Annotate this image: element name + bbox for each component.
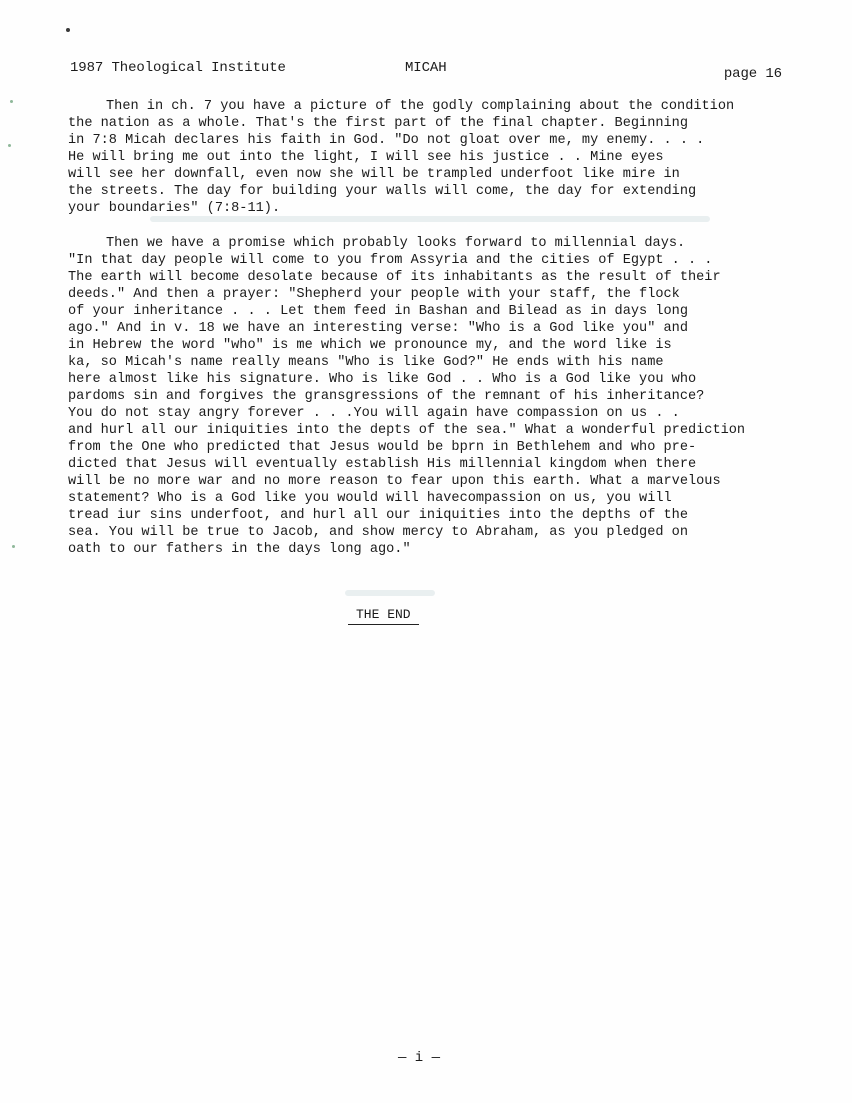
paper-speck	[10, 100, 13, 103]
bleed-through-mark	[345, 590, 435, 596]
page-header	[70, 60, 782, 84]
paragraph-2: Then we have a promise which probably looks forward to millennial days. "In that day people will come to you from Assyria and the cities of Egypt . . . The earth will become desolate because of its inhabitants as the result of their deeds." And then a prayer: "Shepherd your people with your staff, the flock of your inheritance . . . Let them feed in Bashan and Bilead as in days long ago." And in v. 18 we have an interesting verse: "Who is a God like you" and in Hebrew the word "who" is me which we pronounce my, and the word like is ka, so Micah's name really means "Who is like God?" He ends with his name here almost like his signature. Who is like God . . Who is a God like you who pardoms sin and forgives the gransgressions of the remnant of his inheritance? You do not stay angry forever . . .You will again have compassion on us . . and hurl all our iniquities into the depts of the sea." What a wonderful prediction from the One who predicted that Jesus would be bprn in Bethlehem and who pre- dicted that Jesus will eventually establish His millennial kingdom when there will be no more war and no more reason to fear upon this earth. What a marvelous statement? Who is a God like you would will havecompassion on us, you will tread iur sins underfoot, and hurl all our iniquities into the depths of the sea. You will be true to Jacob, and show mercy to Abraham, as you pledged on oath to our fathers in the days long ago."	[68, 236, 746, 557]
paragraph-1: Then in ch. 7 you have a picture of the godly complaining about the condition the nation as a whole. That's the first part of the final chapter. Beginning in 7:8 Micah declares his faith in God. "Do not gloat over me, my enemy. . . . He will bring me out into the light, I will see his justice . . Mine eyes will see her downfall, even now she will be trampled underfoot like mire in the streets. The day for building your walls will come, the day for extending your boundaries" (7:8-11).	[68, 99, 735, 216]
end-marker: THE END	[348, 607, 419, 625]
paper-speck	[12, 545, 15, 548]
document-body	[68, 98, 788, 576]
header-book: MICAH	[405, 60, 447, 76]
page-footer: — i —	[398, 1050, 441, 1066]
header-page-number: page 16	[723, 66, 782, 82]
paper-speck	[66, 28, 70, 32]
header-title: 1987 Theological Institute	[70, 60, 286, 76]
paper-speck	[8, 144, 11, 147]
